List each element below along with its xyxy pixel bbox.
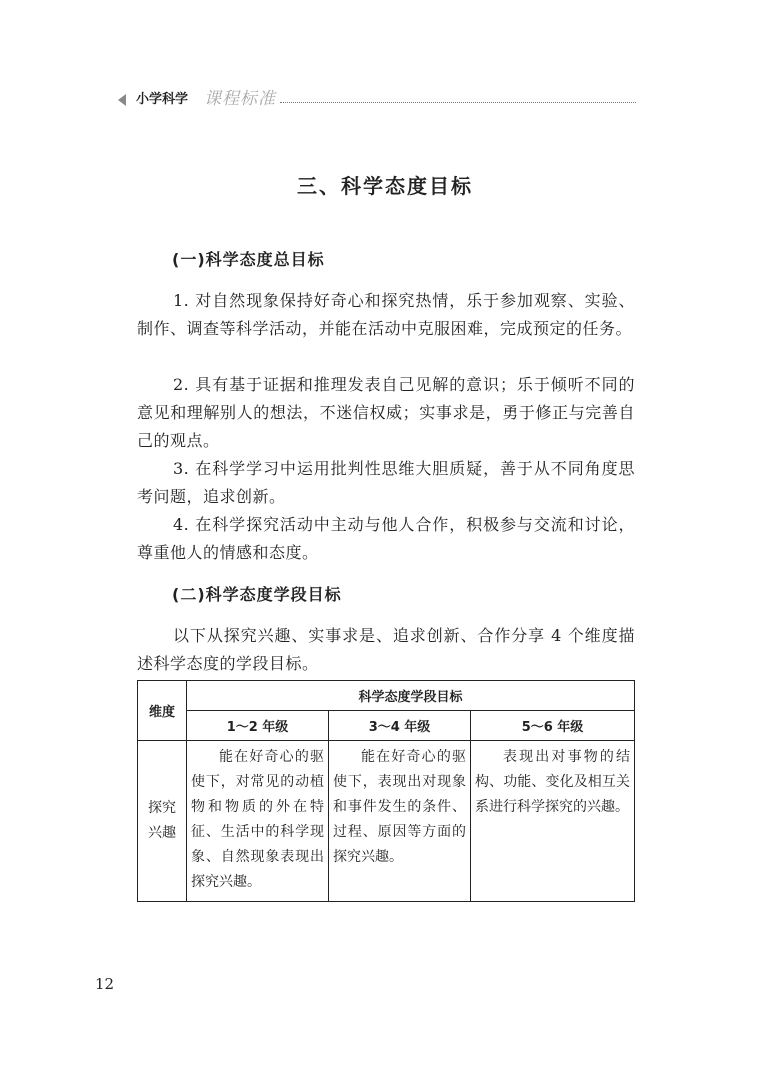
goal-item-1: 1. 对自然现象保持好奇心和探究热情，乐于参加观察、实验、制作、调查等科学活动，并能在活动中克服困难，完成预定的任务。 [137,291,635,338]
running-header [118,90,636,114]
grade-header-5-6: 5～6 年级 [471,711,635,741]
grade-header-1-2: 1～2 年级 [187,711,329,741]
dimension-header: 维度 [138,681,187,741]
page-number: 12 [95,975,115,993]
part2-heading: (二)科学态度学段目标 [172,585,342,604]
goal-item-3: 3. 在科学学习中运用批判性思维大胆质疑，善于从不同角度思考问题，追求创新。 [137,459,635,506]
header-book-title: 小学科学 [136,92,189,107]
header-subtitle: 课程标准 [204,89,276,109]
grade-header-3-4: 3～4 年级 [329,711,471,741]
header-dotted-rule [280,102,636,103]
goal-item-2: 2. 具有基于证据和推理发表自己见解的意识；乐于倾听不同的意见和理解别人的想法，不迷信权威；实事求是，勇于修正与完善自己的观点。 [137,375,635,450]
goal-cell-1-2: 能在好奇心的驱使下，对常见的动植物和物质的外在特征、生活中的科学现象、自然现象表现出探究兴趣。 [187,741,329,902]
table-row [138,741,635,902]
goal-cell-3-4: 能在好奇心的驱使下，表现出对现象和事件发生的条件、过程、原因等方面的探究兴趣。 [329,741,471,902]
triangle-left-icon [118,94,126,106]
stage-goals-header: 科学态度学段目标 [187,681,635,711]
dimension-cell: 探究兴趣 [138,741,187,902]
part1-heading: (一)科学态度总目标 [172,250,325,269]
section-title: 三、科学态度目标 [297,174,473,198]
part2-intro: 以下从探究兴趣、实事求是、追求创新、合作分享 4 个维度描述科学态度的学段目标。 [137,626,635,673]
goal-item-4: 4. 在科学探究活动中主动与他人合作，积极参与交流和讨论，尊重他人的情感和态度。 [137,515,635,562]
goal-cell-5-6: 表现出对事物的结构、功能、变化及相互关系进行科学探究的兴趣。 [471,741,635,902]
stage-goals-table [137,680,635,902]
